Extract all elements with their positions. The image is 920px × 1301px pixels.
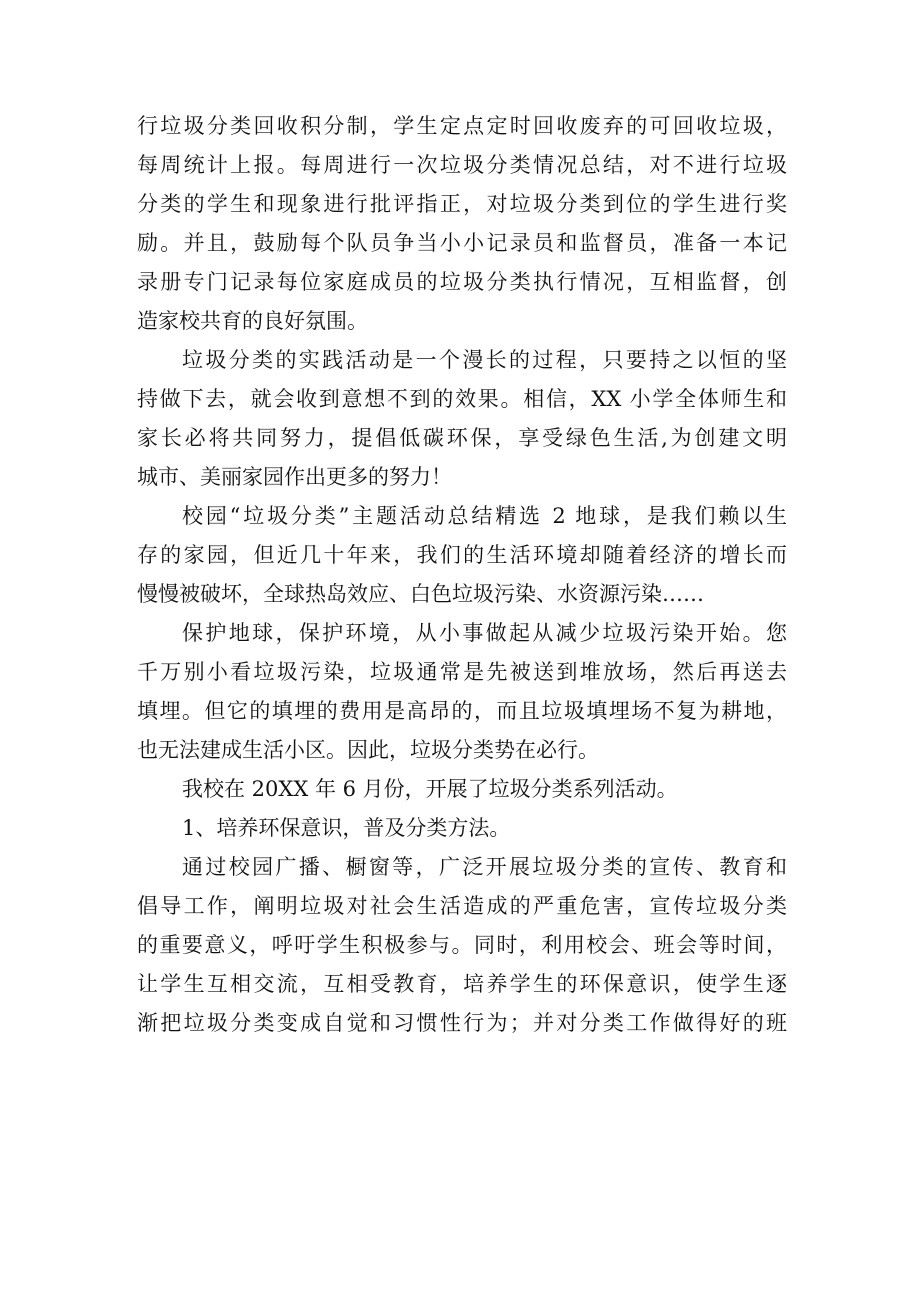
text-line: 造家校共育的良好氛围。 [137, 309, 368, 333]
text-line: 励。并且，鼓励每个队员争当小小记录员和监督员，准备一本记 [137, 231, 787, 255]
text-line: 通过校园广播、橱窗等，广泛开展垃圾分类的宣传、教育和 [182, 855, 787, 879]
text-line: 千万别小看垃圾污染，垃圾通常是先被送到堆放场，然后再送去 [137, 660, 787, 684]
text-line: 让学生互相交流，互相受教育，培养学生的环保意识，使学生逐 [137, 972, 787, 996]
paragraph-practice-summary [137, 341, 787, 497]
text-line: 慢慢被破坏，全球热岛效应、白色垃圾污染、水资源污染…… [137, 582, 704, 606]
text-line: 渐把垃圾分类变成自觉和习惯性行为；并对分类工作做得好的班 [137, 1011, 787, 1035]
text-line: 城市、美丽家园作出更多的努力！ [137, 465, 452, 489]
text-line: 垃圾分类的实践活动是一个漫长的过程，只要持之以恒的坚 [182, 348, 787, 372]
text-line: 也无法建成生活小区。因此，垃圾分类势在必行。 [137, 738, 599, 762]
paragraph-earth-intro [137, 497, 787, 614]
paragraph-publicity [137, 848, 787, 1043]
paragraph-heading-item-1 [137, 809, 787, 848]
paragraph-school-activity [137, 770, 787, 809]
text-line: 录册专门记录每位家庭成员的垃圾分类执行情况，互相监督，创 [137, 270, 787, 294]
text-line: 我校在 20XX 年 6 月份，开展了垃圾分类系列活动。 [182, 777, 678, 801]
text-line: 行垃圾分类回收积分制，学生定点定时回收废弃的可回收垃圾， [137, 114, 787, 138]
text-line: 每周统计上报。每周进行一次垃圾分类情况总结，对不进行垃圾 [137, 153, 787, 177]
text-line: 填埋。但它的填埋的费用是高昂的，而且垃圾填埋场不复为耕地， [137, 699, 787, 723]
text-line: 存的家园，但近几十年来，我们的生活环境却随着经济的增长而 [137, 543, 787, 567]
text-line: 倡导工作，阐明垃圾对社会生活造成的严重危害，宣传垃圾分类 [137, 894, 787, 918]
text-line: 家长必将共同努力，提倡低碳环保，享受绿色生活,为创建文明 [137, 426, 787, 450]
text-line: 的重要意义，呼吁学生积极参与。同时，利用校会、班会等时间， [137, 933, 787, 957]
paragraph-continuation [137, 107, 787, 341]
paragraph-protect-earth [137, 614, 787, 770]
text-line: 分类的学生和现象进行批评指正，对垃圾分类到位的学生进行奖 [137, 192, 787, 216]
document-body [137, 107, 787, 1043]
text-line: 1、培养环保意识，普及分类方法。 [182, 816, 511, 840]
text-line: 保护地球，保护环境，从小事做起从减少垃圾污染开始。您 [182, 621, 787, 645]
text-line: 持做下去，就会收到意想不到的效果。相信，XX 小学全体师生和 [137, 387, 787, 411]
text-line: 校园“垃圾分类”主题活动总结精选 2 地球，是我们赖以生 [182, 504, 787, 528]
